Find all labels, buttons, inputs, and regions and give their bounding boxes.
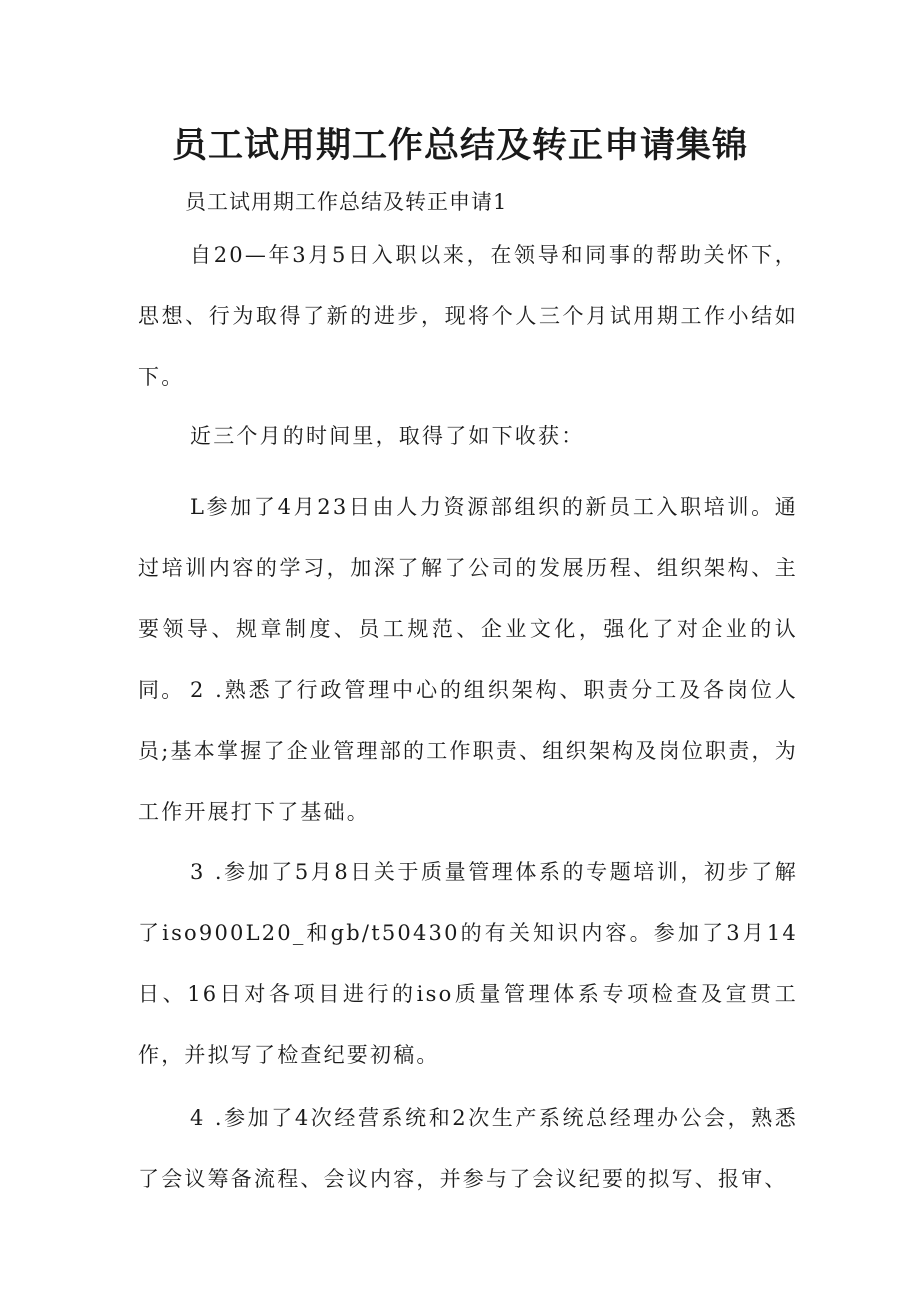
paragraph-item-3: 3 .参加了5月8日关于质量管理体系的专题培训，初步了解了iso900L20_和gb/t50430的有关知识内容。参加了3月14日、16日对各项目进行的iso质量管理体系专项检查及宣贯工作，并拟写了检查纪要初稿。 (138, 860, 798, 1067)
paragraph-item-1: L参加了4月23日由人力资源部组织的新员工入职培训。通过培训内容的学习，加深了解了公司的发展历程、组织架构、主要领导、规章制度、员工规范、企业文化，强化了对企业的认同。 (138, 495, 798, 702)
paragraph-item-4: 4 .参加了4次经营系统和2次生产系统总经理办公会，熟悉了会议筹备流程、会议内容，并参与了会议纪要的拟写、报审、 (138, 1106, 798, 1191)
paragraph-intro: 自20—年3月5日入职以来，在领导和同事的帮助关怀下，思想、行为取得了新的进步，现将个人三个月试用期工作小结如下。 (138, 243, 798, 389)
paragraph-harvest-heading: 近三个月的时间里，取得了如下收获： (190, 424, 585, 448)
document-title: 员工试用期工作总结及转正申请集锦 (171, 126, 748, 166)
paragraph-item-2: 2 .熟悉了行政管理中心的组织架构、职责分工及各岗位人员;基本掌握了企业管理部的工作职责、组织架构及岗位职责，为工作开展打下了基础。 (138, 678, 798, 824)
document-subtitle: 员工试用期工作总结及转正申请1 (185, 190, 508, 214)
